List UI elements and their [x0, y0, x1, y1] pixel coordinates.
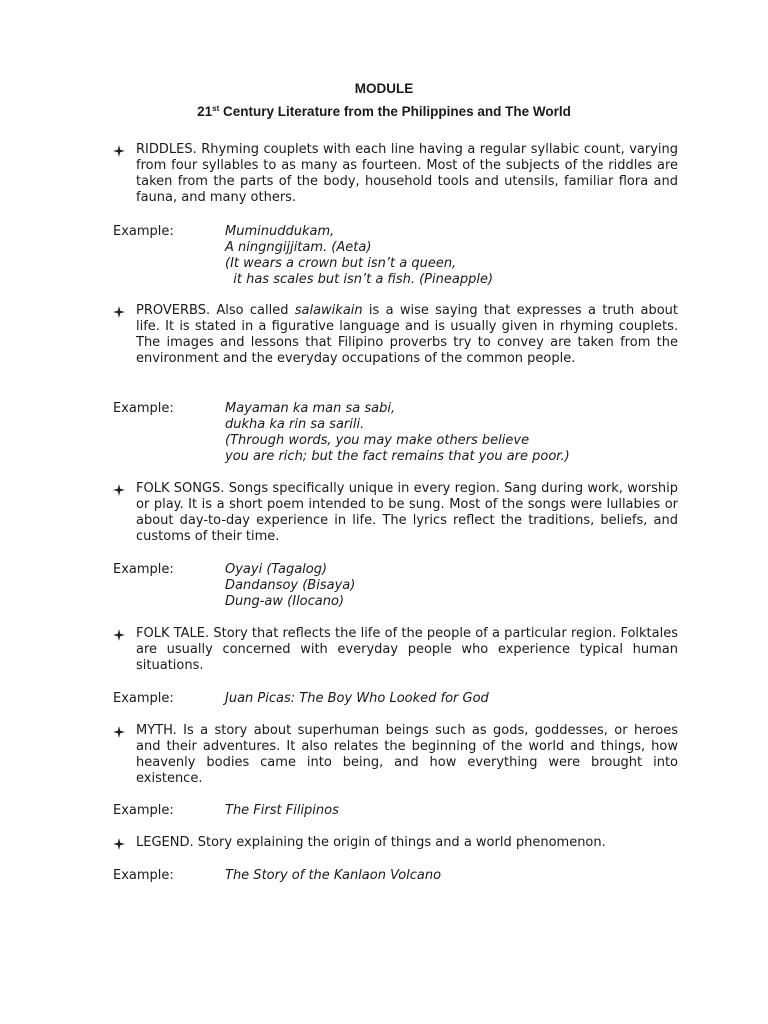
example-label: Example:: [113, 224, 174, 239]
section-paragraph: [136, 481, 678, 545]
section-proverbs: [113, 303, 678, 367]
example-line: (It wears a crown but isn’t a queen,: [225, 256, 457, 271]
section-term: RIDDLES.: [136, 142, 197, 157]
section-paragraph: [136, 723, 678, 787]
diamond-bullet-icon: [113, 145, 125, 157]
section-paragraph: [136, 303, 678, 367]
diamond-bullet-icon: [113, 629, 125, 641]
page-header: [0, 80, 768, 121]
example-lines: [225, 401, 665, 465]
bullet-item: [113, 723, 678, 787]
example-line: Mayaman ka man sa sabi,: [225, 401, 396, 416]
example-line: dukha ka rin sa sarili.: [225, 417, 365, 432]
section-term: LEGEND.: [136, 835, 194, 850]
example-line: A ningngijjitam. (Aeta): [225, 240, 372, 255]
example-line: The Story of the Kanlaon Volcano: [225, 868, 442, 883]
example-label: Example:: [113, 803, 174, 818]
example-label: Example:: [113, 691, 174, 706]
section-folk-tale: [113, 626, 678, 674]
section-body-pre: Also called: [210, 303, 295, 318]
section-term: FOLK TALE.: [136, 626, 210, 641]
example-lines: [225, 803, 665, 819]
bullet-item: [113, 626, 678, 674]
example-line: Dung-aw (Ilocano): [225, 594, 345, 609]
subtitle-text: Century Literature from the Philippines and The World: [219, 104, 571, 119]
bullet-item: [113, 303, 678, 367]
section-term: PROVERBS.: [136, 303, 211, 318]
example-line: (Through words, you may make others believe: [225, 433, 530, 448]
section-paragraph: [136, 626, 678, 674]
section-legend: [113, 835, 678, 851]
section-term: MYTH.: [136, 723, 177, 738]
example-label: Example:: [113, 562, 174, 577]
section-riddles: [113, 142, 678, 206]
section-folk-songs: [113, 481, 678, 545]
section-body-emphasis: salawikain: [294, 303, 363, 318]
section-body: Story that reflects the life of the people of a particular region. Folktales are usually concerned with everyday people who experience typical human situations.: [136, 626, 678, 673]
example-line: Oyayi (Tagalog): [225, 562, 328, 577]
example-label: Example:: [113, 401, 174, 416]
section-body: Rhyming couplets with each line having a regular syllabic count, varying from four syllables to as many as fourteen. Most of the subjects of the riddles are taken from the parts of the body, household tools and utensils, familiar flora and fauna, and many others.: [136, 142, 678, 205]
section-paragraph: [136, 835, 678, 851]
page-subtitle: [0, 100, 768, 121]
example-lines: [225, 224, 665, 288]
diamond-bullet-icon: [113, 306, 125, 318]
subtitle-number: 21: [197, 104, 213, 119]
example-label: Example:: [113, 868, 174, 883]
example-line: Muminuddukam,: [225, 224, 335, 239]
section-body: Is a story about superhuman beings such as gods, goddesses, or heroes and their adventures. It also relates the beginning of the world and things, how heavenly bodies came into being, and how everything were brought into existence.: [136, 723, 678, 786]
module-title: MODULE: [354, 81, 414, 96]
section-myth: [113, 723, 678, 787]
example-line: it has scales but isn’t a fish. (Pineapple): [225, 272, 494, 287]
bullet-item: [113, 481, 678, 545]
diamond-bullet-icon: [113, 726, 125, 738]
section-body: Story explaining the origin of things and a world phenomenon.: [193, 835, 606, 850]
subtitle-superscript: st: [212, 104, 220, 113]
example-lines: [225, 868, 665, 884]
section-term: FOLK SONGS.: [136, 481, 225, 496]
example-lines: [225, 562, 665, 610]
bullet-item: [113, 142, 678, 206]
diamond-bullet-icon: [113, 838, 125, 850]
bullet-item: [113, 835, 678, 851]
example-line: The First Filipinos: [225, 803, 339, 818]
diamond-bullet-icon: [113, 484, 125, 496]
example-line: Juan Picas: The Boy Who Looked for God: [225, 691, 489, 706]
section-body-post: is a wise saying that expresses a truth about life. It is stated in a figurative language and is usually given in rhyming couplets. The images and lessons that Filipino proverbs try to convey are taken from the environment and the everyday occupations of the common people.: [136, 303, 678, 366]
example-lines: [225, 691, 665, 707]
section-body: Songs specifically unique in every region. Sang during work, worship or play. It is a short poem intended to be sung. Most of the songs were lullabies or about day-to-day experience in life. The lyrics reflect the traditions, beliefs, and customs of their time.: [136, 481, 679, 544]
example-line: you are rich; but the fact remains that you are poor.): [225, 449, 570, 464]
section-paragraph: [136, 142, 678, 206]
example-line: Dandansoy (Bisaya): [225, 578, 356, 593]
